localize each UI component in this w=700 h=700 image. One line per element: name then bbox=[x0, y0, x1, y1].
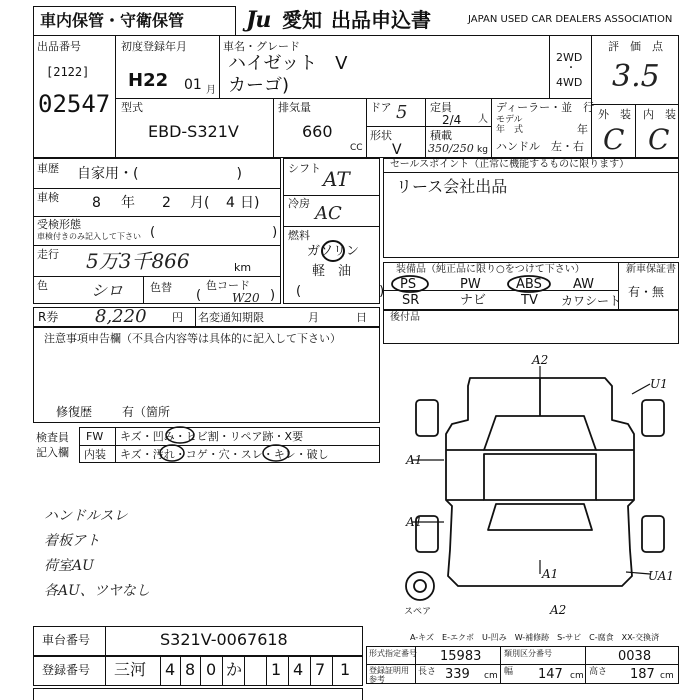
dealer-model-year: モデル 年 式 bbox=[496, 115, 524, 135]
fuel-other: ( ) bbox=[296, 284, 385, 299]
color-label: 色 bbox=[37, 279, 48, 292]
bottom-strip bbox=[33, 688, 363, 700]
inspector-int-items: キズ・汚れ・コゲ・穴・スレ・キレ・破し bbox=[120, 448, 329, 461]
repair-label: 修復歴 bbox=[56, 405, 93, 419]
selling-point-label: セールスポイント（正常に機能するものに限ります） bbox=[390, 159, 630, 170]
spare-label: スペア bbox=[404, 607, 432, 617]
damage-mark-bottom: A2 bbox=[550, 603, 567, 617]
dealer-year-unit: 年 bbox=[577, 123, 588, 136]
notes-label: 注意事項申告欄（不具合内容等は具体的に記入して下さい） bbox=[44, 332, 341, 345]
model-value: EBD-S321V bbox=[148, 122, 239, 141]
fuel-gas: ガソリン bbox=[307, 244, 360, 259]
equip-seat: カワシート bbox=[561, 294, 622, 308]
equip-abs: ABS bbox=[516, 277, 542, 292]
name-change-day: 日 bbox=[356, 311, 367, 324]
registration-class-2: 8 bbox=[185, 660, 196, 679]
rating-label: 評 価 点 bbox=[608, 40, 663, 53]
doors-label: ドア bbox=[370, 101, 392, 114]
association-name: JAPAN USED CAR DEALERS ASSOCIATION bbox=[468, 14, 673, 25]
model-label: 型式 bbox=[121, 101, 143, 114]
shaken-year-unit: 年 bbox=[121, 195, 135, 211]
lot-number: 02547 bbox=[38, 90, 111, 118]
after-market-block bbox=[383, 310, 679, 344]
inspector-marks bbox=[150, 425, 300, 465]
inspector-fw-items: キズ・凹み・ヒビ割・リペア跡・X要 bbox=[120, 430, 304, 443]
recycle-value: 8,220 bbox=[95, 306, 147, 327]
damage-legend: A-キズ E-エクボ U-凹み W-補修跡 S-サビ C-腐食 XX-交換済 bbox=[410, 633, 660, 642]
damage-mark-rear-right: UA1 bbox=[648, 569, 675, 583]
capacity-unit: 人 bbox=[478, 114, 488, 125]
damage-mark-top: A2 bbox=[532, 353, 549, 367]
category-value: 0038 bbox=[618, 649, 652, 664]
color-change-label: 色替 bbox=[150, 281, 172, 294]
color-value: シロ bbox=[91, 281, 124, 300]
equip-tv: TV bbox=[521, 293, 538, 308]
fuel-label: 燃料 bbox=[288, 229, 310, 242]
lot-sub-number: [2122] bbox=[46, 65, 90, 79]
shape-label: 形状 bbox=[370, 129, 392, 142]
dealer-handle: ハンドル 左・右 bbox=[496, 140, 584, 153]
load-value: 350/250 bbox=[428, 142, 474, 155]
equip-aw: AW bbox=[573, 277, 595, 292]
mileage-value: 5万3千866 bbox=[86, 249, 190, 273]
form-label: 形式指定番号 bbox=[369, 649, 417, 658]
ju-logo: Ju bbox=[246, 7, 271, 33]
equipment-label: 装備品（純正品に限り○をつけて下さい） bbox=[396, 264, 585, 275]
shaken-year: 8 bbox=[92, 195, 101, 211]
registration-class-1: 4 bbox=[165, 660, 176, 679]
first-reg-month: 01 bbox=[184, 77, 202, 93]
damage-mark-left-2: A1 bbox=[406, 515, 423, 529]
first-reg-month-unit: 月 bbox=[206, 85, 216, 96]
name-change-month: 月 bbox=[308, 311, 319, 324]
repair-value: 有（箇所 bbox=[122, 405, 171, 419]
registration-kana: か bbox=[226, 660, 243, 679]
header-subtitle: 出品申込書 bbox=[331, 8, 431, 32]
height-unit: cm bbox=[660, 671, 674, 681]
dealer-row1: ディーラー・並 行 bbox=[496, 101, 595, 114]
recycle-label: R券 bbox=[38, 310, 59, 324]
lot-label: 出品番号 bbox=[37, 40, 81, 53]
shape-value: V bbox=[392, 142, 402, 158]
name-change-label: 名変通知期限 bbox=[198, 311, 264, 324]
exterior-label: 外 装 bbox=[598, 108, 631, 121]
interior-grade: C bbox=[648, 123, 670, 156]
recycle-unit: 円 bbox=[172, 311, 183, 324]
inspector-label1: 検査員 bbox=[36, 431, 69, 444]
height-label: 高さ bbox=[589, 667, 608, 677]
fuel-gas-circle bbox=[318, 238, 348, 264]
doors-value: 5 bbox=[396, 102, 408, 123]
chassis-value: S321V-0067618 bbox=[160, 630, 288, 649]
displacement-value: 660 bbox=[302, 122, 333, 141]
selling-point-block bbox=[383, 158, 679, 258]
shaken-month-unit: 月( bbox=[190, 195, 210, 211]
displacement-label: 排気量 bbox=[278, 101, 311, 114]
registration-num-3: 7 bbox=[315, 660, 326, 679]
equip-abs-circle bbox=[506, 274, 552, 294]
history-value: 自家用・( ) bbox=[77, 166, 242, 182]
displacement-unit: CC bbox=[350, 143, 363, 153]
inspect-note: 車検付きのみ記入して下さい bbox=[37, 232, 141, 241]
inspector-fw-label: FW bbox=[86, 430, 104, 443]
category-label: 類別区分番号 bbox=[504, 649, 552, 658]
shift-value: AT bbox=[323, 167, 350, 191]
exterior-grade: C bbox=[603, 123, 625, 156]
hand-note-4: 各AU、ツヤなし bbox=[44, 583, 150, 599]
drive-dot: ・ bbox=[566, 63, 576, 74]
mileage-unit: km bbox=[234, 261, 252, 274]
first-reg-label: 初度登録年月 bbox=[121, 40, 187, 53]
damage-mark-front-right: U1 bbox=[650, 377, 668, 391]
car-name-line2: カーゴ) bbox=[228, 75, 290, 96]
history-label: 車歴 bbox=[37, 162, 59, 175]
car-damage-diagram bbox=[400, 350, 680, 620]
warranty-value: 有・無 bbox=[628, 285, 665, 299]
aircon-value: AC bbox=[315, 203, 342, 224]
mileage-label: 走行 bbox=[37, 248, 59, 261]
car-name-label: 車名・グレード bbox=[223, 40, 300, 53]
height-value: 187 bbox=[630, 667, 655, 682]
color-code-value: W20 bbox=[232, 291, 260, 305]
damage-mark-left-1: A1 bbox=[406, 453, 423, 467]
width-unit: cm bbox=[570, 671, 584, 681]
inspector-int-label: 内装 bbox=[84, 448, 106, 461]
width-value: 147 bbox=[538, 667, 563, 682]
reference-label: 登録証明用 参考 bbox=[369, 666, 409, 684]
drive-4wd: 4WD bbox=[556, 76, 583, 89]
shaken-day-unit: 日) bbox=[240, 195, 260, 211]
first-reg-year: H22 bbox=[128, 70, 169, 91]
hand-note-3: 荷室AU bbox=[44, 558, 94, 574]
header-title: 愛知 bbox=[282, 8, 322, 32]
equip-ps-circle bbox=[390, 274, 430, 294]
shaken-day: 4 bbox=[226, 195, 235, 211]
aircon-label: 冷房 bbox=[288, 197, 310, 210]
color-code-label: 色コード bbox=[206, 279, 250, 292]
load-label: 積載 bbox=[430, 129, 452, 142]
equip-pw: PW bbox=[460, 277, 481, 292]
load-unit: kg bbox=[477, 145, 488, 155]
length-value: 339 bbox=[445, 667, 470, 682]
car-name-line1: ハイゼット V bbox=[228, 53, 348, 74]
inspect-value: ( ) bbox=[150, 225, 278, 240]
shift-label: シフト bbox=[288, 162, 321, 175]
registration-label: 登録番号 bbox=[42, 663, 91, 677]
damage-mark-rear: A1 bbox=[542, 567, 559, 581]
shaken-month: 2 bbox=[162, 195, 171, 211]
drive-2wd: 2WD bbox=[556, 51, 583, 64]
shaken-label: 車検 bbox=[37, 191, 59, 204]
form-value: 15983 bbox=[440, 649, 482, 664]
hand-note-2: 着板アト bbox=[44, 533, 100, 549]
registration-num-1: 1 bbox=[271, 660, 282, 679]
equip-navi: ナビ bbox=[460, 293, 487, 308]
inspect-label: 受検形態 bbox=[37, 218, 81, 231]
inspector-label2: 記入欄 bbox=[36, 446, 69, 459]
selling-point-value: リース会社出品 bbox=[396, 177, 508, 196]
interior-label: 内 装 bbox=[643, 108, 676, 121]
length-label: 長さ bbox=[418, 667, 437, 677]
registration-num-4: 1 bbox=[340, 660, 351, 679]
width-label: 幅 bbox=[504, 667, 514, 677]
capacity-value: 2/4 bbox=[442, 113, 462, 127]
equip-ps: PS bbox=[400, 277, 417, 292]
length-unit: cm bbox=[484, 671, 498, 681]
rating-score: 3.5 bbox=[612, 59, 660, 94]
capacity-label: 定員 bbox=[430, 101, 452, 114]
storage-tag-text: 車内保管・守衛保管 bbox=[40, 11, 185, 30]
hand-note-1: ハンドルスレ bbox=[44, 508, 128, 524]
after-market-label: 後付品 bbox=[390, 312, 420, 323]
registration-num-2: 4 bbox=[293, 660, 304, 679]
chassis-label: 車台番号 bbox=[42, 633, 91, 647]
equip-sr: SR bbox=[402, 293, 420, 308]
warranty-label: 新車保証書 bbox=[626, 264, 676, 275]
color-code-close: ) bbox=[270, 288, 276, 303]
fuel-light: 軽 油 bbox=[312, 264, 352, 279]
color-code-open: ( bbox=[196, 288, 202, 303]
registration-class-3: 0 bbox=[206, 660, 217, 679]
registration-area: 三河 bbox=[114, 660, 147, 679]
